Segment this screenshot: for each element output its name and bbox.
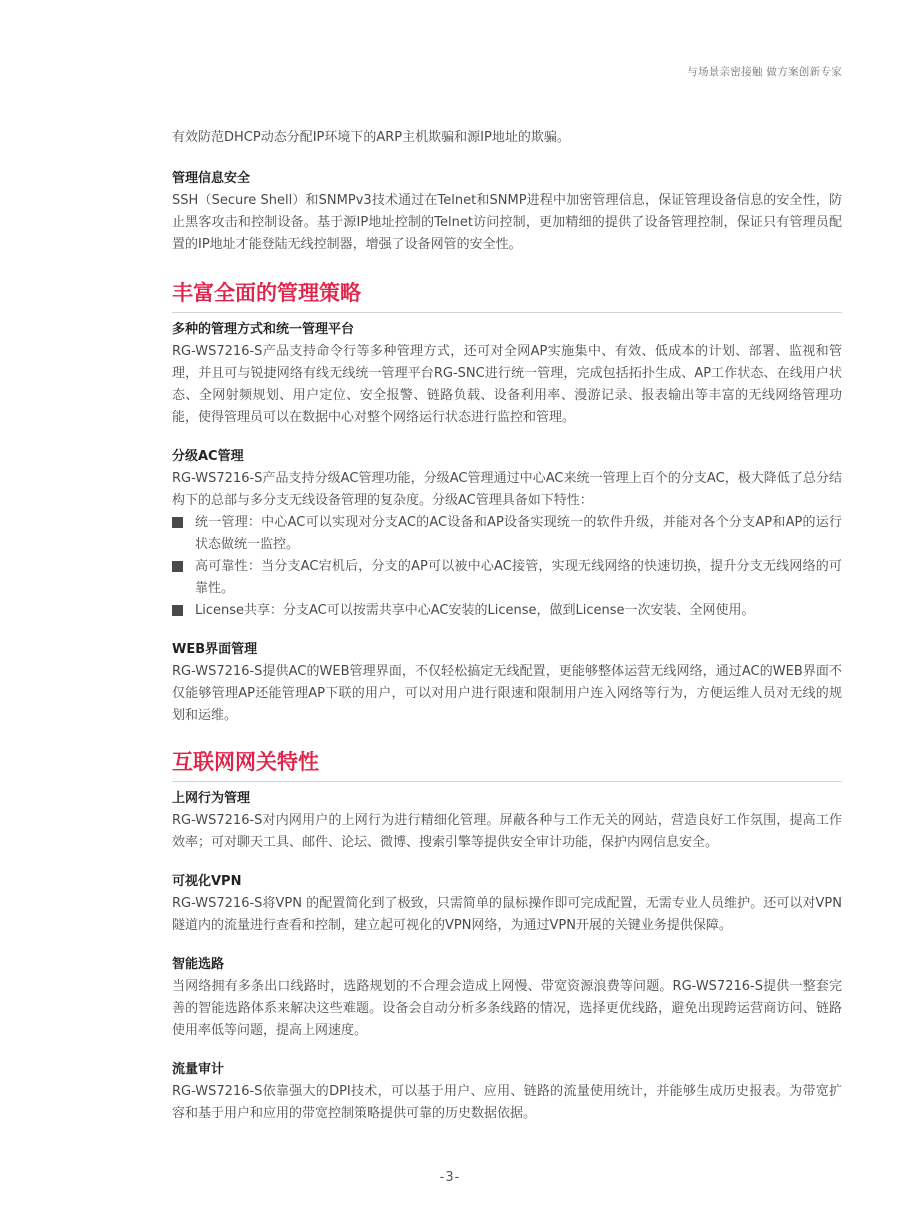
bullet-square-icon [172,605,183,616]
bullet-item [172,600,842,622]
intro-text: 有效防范DHCP动态分配IP环境下的ARP主机欺骗和源IP地址的欺骗。 [172,130,570,145]
sub-block-traffic-audit [172,1059,842,1125]
subsection-body: RG-WS7216-S依靠强大的DPI技术，可以基于用户、应用、链路的流量使用统计，并能够生成历史报表。为带宽扩容和基于用户和应用的带宽控制策略提供可靠的历史数据依据。 [172,1084,842,1121]
bullet-text: 高可靠性：当分支AC宕机后，分支的AP可以被中心AC接管，实现无线网络的快速切换，提升分支无线网络的可靠性。 [195,559,842,596]
sub-block-hierarchical-ac [172,446,842,622]
section-management-heading [172,278,842,313]
bullet-item [172,512,842,556]
mgmt-security-title: 管理信息安全 [172,171,251,186]
mgmt-security-block [172,168,842,256]
bullet-square-icon [172,517,183,528]
sub-block-unified-platform [172,319,842,429]
subsection-body: RG-WS7216-S产品支持命令行等多种管理方式，还可对全网AP实施集中、有效、低成本的计划、部署、监视和管理，并且可与锐捷网络有线无线统一管理平台RG-SNC进行统一管理，完成包括拓扑生成、AP工作状态、在线用户状态、全网射频规划、用户定位、安全报警、链路负载、设备利用率、漫游记录、报表输出等丰富的无线网络管理功能，使得管理员可以在数据中心对整个网络运行状态进行监控和管理。 [172,344,842,425]
subsection-body: RG-WS7216-S将VPN 的配置简化到了极致，只需简单的鼠标操作即可完成配置，无需专业人员维护。还可以对VPN隧道内的流量进行查看和控制，建立起可视化的VPN网络，为通过VPN开展的关键业务提供保障。 [172,896,842,933]
section-gateway-heading [172,747,842,782]
section-title: 丰富全面的管理策略 [172,278,842,313]
bullet-item [172,556,842,600]
subsection-body: RG-WS7216-S产品支持分级AC管理功能，分级AC管理通过中心AC来统一管理上百个的分支AC，极大降低了总分结构下的总部与多分支无线设备管理的复杂度。分级AC管理具备如下特性： [172,471,842,508]
subsection-title: 可视化VPN [172,874,242,889]
header-tagline: 与场景亲密接触 做方案创新专家 [687,66,842,78]
subsection-title: WEB界面管理 [172,642,258,657]
page-content [172,127,842,1125]
subsection-body: 当网络拥有多条出口线路时，选路规划的不合理会造成上网慢、带宽资源浪费等问题。RG-WS7216-S提供一整套完善的智能选路体系来解决这些难题。设备会自动分析多条线路的情况，选择更优线路，避免出现跨运营商访问、链路使用率低等问题，提高上网速度。 [172,979,842,1038]
subsection-title: 分级AC管理 [172,449,244,464]
subsection-title: 多种的管理方式和统一管理平台 [172,322,355,337]
sub-block-behavior-management [172,788,842,854]
page-number: -3- [439,1170,461,1185]
mgmt-security-body: SSH（Secure Shell）和SNMPv3技术通过在Telnet和SNMP进程中加密管理信息，保证管理设备信息的安全性，防止黑客攻击和控制设备。基于源IP地址控制的Telnet访问控制，更加精细的提供了设备管理控制，保证只有管理员配置的IP地址才能登陆无线控制器，增强了设备网管的安全性。 [172,193,842,252]
sub-block-visual-vpn [172,871,842,937]
section-title: 互联网网关特性 [172,747,842,782]
bullet-text: License共享：分支AC可以按需共享中心AC安装的License，做到License一次安装、全网使用。 [195,603,755,618]
subsection-title: 上网行为管理 [172,791,251,806]
sub-block-smart-routing [172,954,842,1042]
subsection-title: 流量审计 [172,1062,225,1077]
subsection-body: RG-WS7216-S提供AC的WEB管理界面，不仅轻松搞定无线配置，更能够整体运营无线网络，通过AC的WEB界面不仅能够管理AP还能管理AP下联的用户，可以对用户进行限速和限制用户连入网络等行为，方便运维人员对无线的规划和运维。 [172,664,842,723]
bullet-text: 统一管理：中心AC可以实现对分支AC的AC设备和AP设备实现统一的软件升级，并能对各个分支AP和AP的运行状态做统一监控。 [195,515,842,552]
bullet-square-icon [172,561,183,572]
subsection-title: 智能选路 [172,957,225,972]
subsection-body: RG-WS7216-S对内网用户的上网行为进行精细化管理。屏蔽各种与工作无关的网站，营造良好工作氛围，提高工作效率；可对聊天工具、邮件、论坛、微博、搜索引擎等提供安全审计功能，保护内网信息安全。 [172,813,842,850]
sub-block-web-management [172,639,842,727]
